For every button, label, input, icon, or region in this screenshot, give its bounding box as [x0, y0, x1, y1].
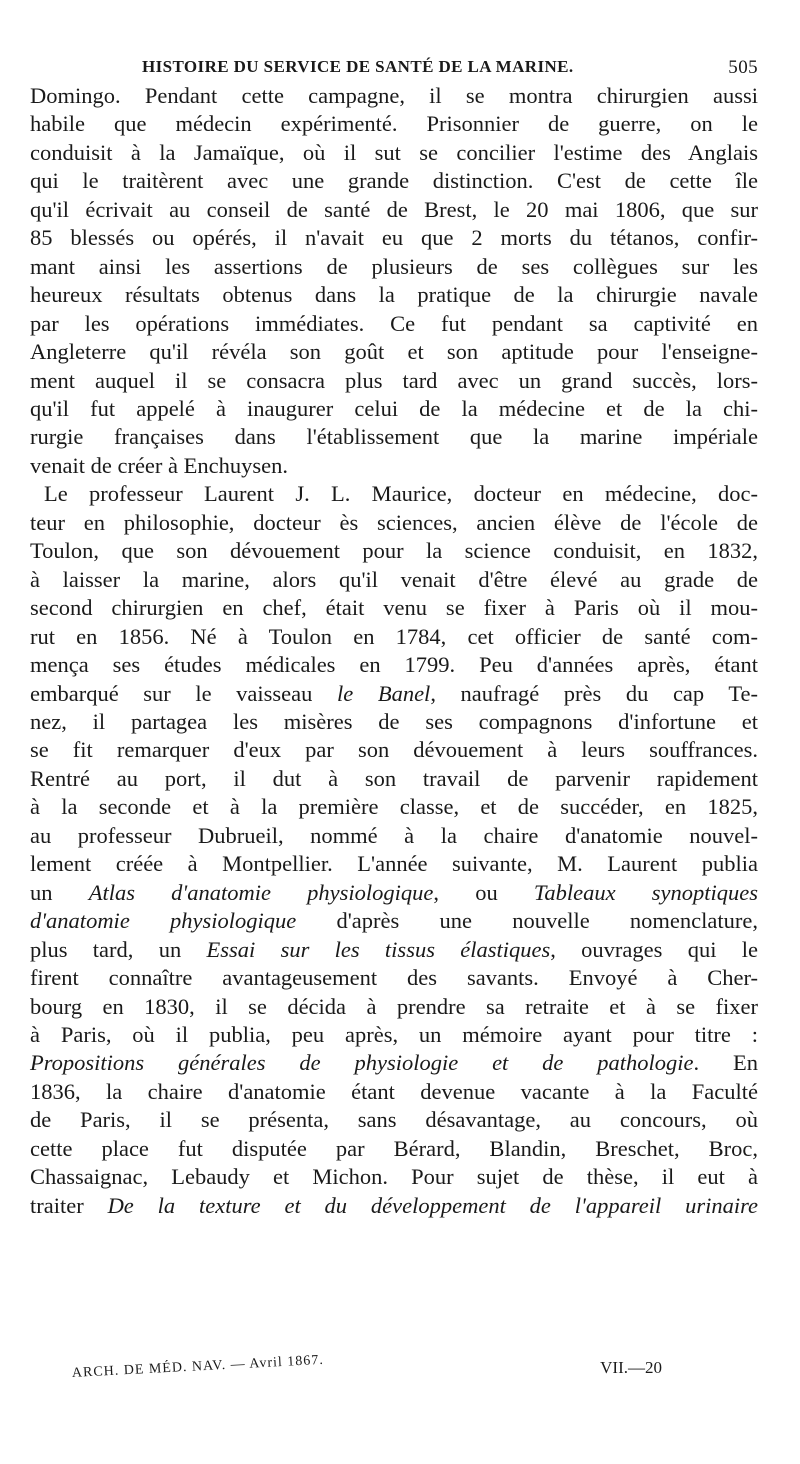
text-line	[30, 765, 758, 793]
italic-title: le Banel	[337, 680, 431, 706]
text-run: second chirurgien en chef, était venu se fixer à Paris où il mou-	[30, 595, 758, 621]
text-run: Domingo. Pendant cette campagne, il se montra chirurgien aussi	[30, 83, 758, 108]
text-line	[30, 1192, 758, 1220]
text-run: lement créée à Montpellier. L'année suivante, M. Laurent publia	[30, 851, 758, 877]
text-run: . En	[693, 1050, 758, 1076]
text-line	[30, 594, 758, 622]
text-run: embarqué sur le vaisseau	[30, 680, 337, 706]
text-line	[30, 224, 758, 252]
text-run: d'après une nouvelle nomenclature,	[296, 908, 758, 934]
text-line	[30, 367, 758, 395]
page-footer	[71, 1352, 662, 1398]
italic-title: Tableaux synoptiques	[533, 879, 758, 905]
text-line	[30, 281, 758, 309]
text-run: 1836, la chaire d'anatomie étant devenue vacante à la Faculté	[30, 1078, 758, 1104]
text-line	[30, 623, 758, 651]
text-line	[30, 253, 758, 281]
text-run: mença ses études médicales en 1799. Peu d'années après, étant	[30, 652, 758, 678]
text-line	[30, 879, 758, 907]
text-line	[30, 1049, 758, 1077]
italic-title: De la texture et du développement de l'appareil urinaire	[107, 1192, 758, 1218]
text-run: nez, il partagea les misères de ses compagnons d'infortune et	[30, 708, 758, 734]
text-line	[30, 1021, 758, 1049]
italic-title: Propositions générales de physiologie et de pathologie	[30, 1050, 694, 1076]
text-run: rut en 1856. Né à Toulon en 1784, cet officier de santé com-	[30, 623, 758, 649]
text-line	[30, 708, 758, 736]
text-line	[30, 993, 758, 1021]
running-title: HISTOIRE DU SERVICE DE SANTÉ DE LA MARINE.	[142, 57, 574, 76]
text-line	[30, 1135, 758, 1163]
italic-title: Essai sur les tissus élastiques	[206, 936, 551, 962]
text-run: un	[30, 879, 89, 905]
text-line	[30, 338, 758, 366]
text-line	[30, 82, 758, 110]
text-line	[30, 395, 758, 423]
text-run: firent connaître avantageusement des savants. Envoyé à Cher-	[30, 965, 758, 991]
text-run: conduisit à la Jamaïque, où il sut se concilier l'estime des Anglais	[30, 139, 758, 165]
text-line	[30, 537, 758, 565]
text-run: rurgie françaises dans l'établissement que la marine impériale	[30, 424, 758, 450]
text-line	[30, 566, 758, 594]
text-line	[30, 1163, 758, 1191]
text-run: , ouvrages qui le	[550, 936, 758, 962]
text-line	[30, 964, 758, 992]
italic-title: d'anatomie physiologique	[30, 908, 297, 934]
text-run: par les opérations immédiates. Ce fut pendant sa captivité en	[30, 310, 758, 336]
text-run: cette place fut disputée par Bérard, Blandin, Breschet, Broc,	[30, 1135, 758, 1161]
text-run: Le professeur Laurent J. L. Maurice, docteur en médecine, doc-	[44, 481, 758, 507]
text-line	[30, 907, 758, 935]
text-line	[30, 651, 758, 679]
text-run: habile que médecin expérimenté. Prisonnier de guerre, on le	[30, 111, 758, 137]
text-run: Angleterre qu'il révéla son goût et son aptitude pour l'enseigne-	[30, 339, 758, 365]
text-line	[30, 822, 758, 850]
text-line	[30, 167, 758, 195]
text-run: à la seconde et à la première classe, et de succéder, en 1825,	[30, 794, 758, 820]
text-run: se fit remarquer d'eux par son dévouement à leurs souffrances.	[30, 737, 758, 763]
page-number: 505	[728, 57, 758, 78]
text-line	[30, 480, 758, 508]
text-line	[30, 509, 758, 537]
sheet-signature: VII.—20	[600, 1358, 662, 1377]
text-run: venait de créer à Enchuysen.	[30, 452, 288, 478]
text-run: bourg en 1830, il se décida à prendre sa retraite et à se fixer	[30, 993, 758, 1019]
text-run: qu'il fut appelé à inaugurer celui de la médecine et de la chi-	[30, 395, 758, 421]
text-run: ment auquel il se consacra plus tard avec un grand succès, lors-	[30, 367, 758, 393]
text-run: qui le traitèrent avec une grande distinction. C'est de cette île	[30, 168, 758, 194]
text-run: de Paris, il se présenta, sans désavantage, au concours, où	[30, 1107, 758, 1133]
text-line	[30, 139, 758, 167]
body-text	[30, 82, 758, 1220]
text-run: mant ainsi les assertions de plusieurs de ses collègues sur les	[30, 253, 758, 279]
text-line	[30, 680, 758, 708]
text-line	[30, 452, 758, 480]
text-run: 85 blessés ou opérés, il n'avait eu que 2 morts du tétanos, confir-	[30, 225, 758, 251]
text-line	[30, 110, 758, 138]
journal-signature: ARCH. DE MÉD. NAV. — Avril 1867.	[71, 1352, 325, 1381]
text-run: traiter	[30, 1192, 108, 1218]
text-run: , naufragé près du cap Te-	[430, 680, 758, 706]
italic-title: Atlas d'anatomie physiologique	[88, 879, 434, 905]
text-line	[30, 310, 758, 338]
text-line	[30, 196, 758, 224]
text-run: au professeur Dubrueil, nommé à la chaire d'anatomie nouvel-	[30, 822, 758, 848]
text-run: plus tard, un	[30, 936, 207, 962]
text-line	[30, 936, 758, 964]
text-run: à Paris, où il publia, peu après, un mémoire ayant pour titre :	[30, 1021, 758, 1047]
text-line	[30, 1078, 758, 1106]
text-run: heureux résultats obtenus dans la pratique de la chirurgie navale	[30, 282, 758, 308]
text-line	[30, 850, 758, 878]
text-line	[30, 423, 758, 451]
text-run: , ou	[433, 879, 534, 905]
text-run: Chassaignac, Lebaudy et Michon. Pour sujet de thèse, il eut à	[30, 1164, 758, 1190]
text-line	[30, 736, 758, 764]
text-run: à laisser la marine, alors qu'il venait d'être élevé au grade de	[30, 566, 758, 592]
text-run: teur en philosophie, docteur ès sciences, ancien élève de l'école de	[30, 509, 758, 535]
text-run: Toulon, que son dévouement pour la science conduisit, en 1832,	[30, 538, 758, 564]
text-line	[30, 1106, 758, 1134]
text-run: qu'il écrivait au conseil de santé de Brest, le 20 mai 1806, que sur	[30, 196, 758, 222]
text-line	[30, 793, 758, 821]
text-run: Rentré au port, il dut à son travail de parvenir rapidement	[30, 765, 758, 791]
